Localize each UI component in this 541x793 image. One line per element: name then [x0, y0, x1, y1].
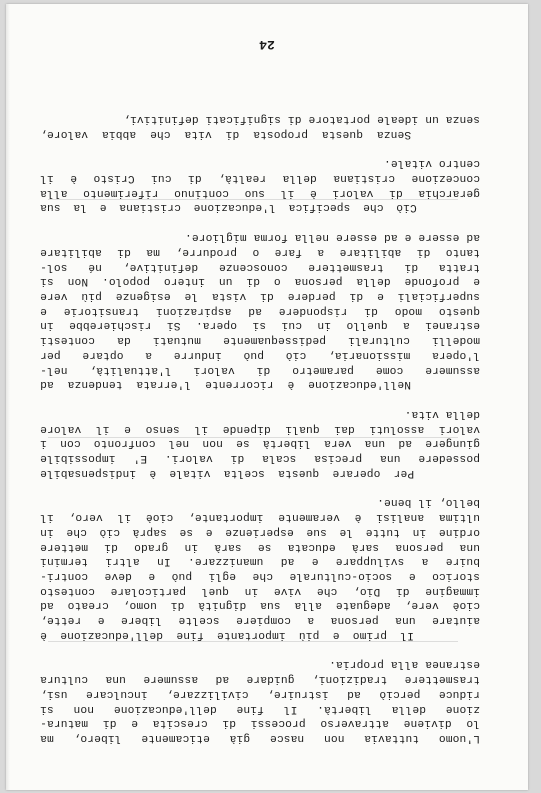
text-line: immagine di Dio, che vive in quel particolare contesto: [40, 584, 480, 597]
text-line: giungere ad una vera libertà se non nel confronto con i: [40, 437, 480, 450]
text-line: assumere come parametro di valori l'attualità, nel-: [40, 363, 480, 376]
body-text: [40, 96, 480, 745]
paragraph: [40, 111, 480, 140]
text-line: estranea alla propria.: [329, 658, 480, 671]
text-line: storico e socio-culturale che egli può e deve contri-: [40, 569, 480, 582]
paragraph: [40, 657, 480, 745]
page-number: 24: [259, 37, 275, 52]
text-line: Per operare questa scelta vitale è indispensabile: [40, 466, 480, 479]
text-line: tratta di trasmettere conoscenze definitive, né sol-: [40, 260, 480, 273]
paragraph: [40, 406, 480, 480]
text-line: Il primo e più importante fine dell'educazione è: [40, 628, 480, 641]
text-line: gerarchia di valori è il suo continuo riferimento alla: [40, 186, 480, 199]
scanned-page: [6, 4, 528, 790]
text-line: senza un ideale portatore di significati definitivi,: [123, 112, 480, 125]
text-line: ultima analisi è veramente importante, cioè il vero, il: [40, 511, 480, 524]
text-line: e profonde della persona o di un intero popolo. Non si: [40, 275, 480, 288]
text-line: cioè vere, adeguate alla sua dignità di uomo, creato ad: [40, 599, 480, 612]
text-line: Senza questa proposta di vita che abbia valore,: [40, 127, 480, 140]
text-line: possedere una precisa scala di valori. E' impossibile: [40, 452, 480, 465]
text-line: ad essere e ad essere nella forma migliore.: [184, 231, 480, 244]
bleed-through-line: [48, 199, 458, 200]
text-line: l'opera missionaria, ciò può indurre a optare per: [40, 348, 480, 361]
text-line: una persona sarà educata se sarà in grado di mettere: [40, 540, 480, 553]
text-line: valori assoluti dai quali dipende il senso e il valore: [40, 422, 480, 435]
paragraph: [40, 230, 480, 392]
text-line: bello, il bene.: [377, 496, 480, 509]
text-line: modelli culturali pedissequamente mutuati da contesti: [40, 334, 480, 347]
text-line: lo diviene attraverso processi di crescita e di matura-: [40, 717, 480, 730]
upside-down-sheet: [6, 4, 528, 790]
text-line: concezione cristiana della realtà, di cui Cristo è il: [40, 172, 480, 185]
paragraph: [40, 495, 480, 642]
text-line: Ciò che specifica l'educazione cristiana e la sua: [40, 201, 480, 214]
text-line: tanto di abilitare a fare o produrre, ma di abilitare: [40, 245, 480, 258]
text-line: buire a sviluppare e ad umanizzare. In altri termini: [40, 555, 480, 568]
text-line: Nell'educazione è ricorrente l'errata tendenza ad: [40, 378, 480, 391]
text-line: trasmettere tradizioni, guidare ad assumere una cultura: [40, 673, 480, 686]
paragraph: [40, 156, 480, 215]
bleed-through-line: [48, 641, 458, 642]
text-line: riduce perciò ad istruire, civilizzare, inculcare usi,: [40, 687, 480, 700]
bleed-through-line: [48, 437, 458, 438]
text-line: estranei a quello in cui si opera. Si rischierebbe in: [40, 319, 480, 332]
text-line: ordine in tutte le sue esperienze e se saprà ciò che in: [40, 525, 480, 538]
text-line: aiutare una persona a compiere scelte libere e rette,: [40, 614, 480, 627]
text-line: zione della libertà. Il fine dell'educazione non si: [40, 702, 480, 715]
text-line: centro vitale.: [383, 157, 480, 170]
text-line: questo modo di rispondere ad aspirazioni transitorie e: [40, 304, 480, 317]
text-line: L'uomo tuttavia non nasce già eticamente libero, ma: [40, 732, 480, 744]
text-line: della vita.: [404, 407, 480, 420]
text-line: superficiali e di perdere di vista le esigenze più vere: [40, 290, 480, 303]
